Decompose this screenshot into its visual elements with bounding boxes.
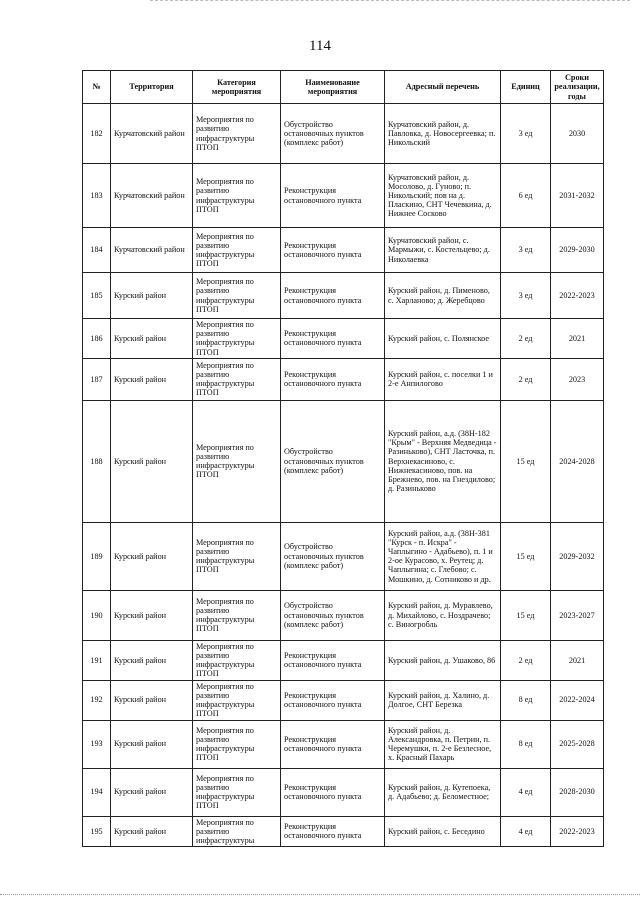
table-row — [83, 590, 604, 640]
cell-address: Курский район, д. Ушаково, 86 — [385, 640, 501, 680]
cell-address: Курчатовский район, д. Мосолово, д. Гуново; п. Никольский; пов на д. Пласкино, СНТ Чечевкина, д. Нижнее Сосково — [385, 164, 501, 228]
cell-unit: 4 ед — [501, 816, 551, 847]
cell-category: Мероприятия по развитию инфраструктуры ПТОП — [193, 680, 281, 720]
cell-name: Обустройство остановочных пунктов (комплекс работ) — [281, 590, 385, 640]
cell-term: 2031-2032 — [551, 164, 604, 228]
table-row — [83, 358, 604, 400]
cell-address: Курский район, с. поселки 1 и 2-е Анпилогово — [385, 358, 501, 400]
cell-num: 194 — [83, 768, 111, 816]
cell-address: Курский район, д. Пименово, с. Харланово; д. Жеребцово — [385, 273, 501, 319]
cell-term: 2024-2028 — [551, 400, 604, 522]
cell-category: Мероприятия по развитию инфраструктуры ПТОП — [193, 358, 281, 400]
cell-unit: 15 ед — [501, 400, 551, 522]
cell-category: Мероприятия по развитию инфраструктуры ПТОП — [193, 640, 281, 680]
cell-term: 2029-2032 — [551, 522, 604, 590]
cell-category: Мероприятия по развитию инфраструктуры ПТОП — [193, 228, 281, 273]
cell-unit: 8 ед — [501, 680, 551, 720]
cell-address: Курский район, д. Кутепоека, д. Адабьево; д. Беломестное; — [385, 768, 501, 816]
table-row — [83, 228, 604, 273]
cell-name: Реконструкция остановочного пункта — [281, 358, 385, 400]
cell-territory: Курчатовский район — [111, 104, 193, 164]
cell-num: 186 — [83, 319, 111, 359]
cell-num: 189 — [83, 522, 111, 590]
cell-num: 192 — [83, 680, 111, 720]
cell-territory: Курчатовский район — [111, 164, 193, 228]
cell-num: 183 — [83, 164, 111, 228]
table-row — [83, 164, 604, 228]
table-row — [83, 273, 604, 319]
table-row — [83, 522, 604, 590]
cell-address: Курский район, с. Беседино — [385, 816, 501, 847]
cell-term: 2022-2023 — [551, 816, 604, 847]
cell-category: Мероприятия по развитию инфраструктуры ПТОП — [193, 768, 281, 816]
cell-term: 2022-2024 — [551, 680, 604, 720]
cell-unit: 6 ед — [501, 164, 551, 228]
header-term: Сроки реализации, годы — [551, 71, 604, 104]
header-num: № — [83, 71, 111, 104]
cell-num: 188 — [83, 400, 111, 522]
cell-territory: Курский район — [111, 768, 193, 816]
cell-address: Курчатовский район, д. Павловка, д. Новосергеевка; п. Никольский — [385, 104, 501, 164]
cell-category: Мероприятия по развитию инфраструктуры ПТОП — [193, 400, 281, 522]
cell-address: Курский район, а.д. (38Н-381 "Курск - п. Искра" - Чаплыгино - Адабьево), п. 1 и 2-ое Курасово, х. Реутец; д. Чаплыгина; с. Глебово; с. Мошкино, д. Сотниково и др. — [385, 522, 501, 590]
cell-name: Реконструкция остановочного пункта — [281, 816, 385, 847]
header-territory: Территория — [111, 71, 193, 104]
cell-num: 195 — [83, 816, 111, 847]
cell-unit: 2 ед — [501, 319, 551, 359]
cell-name: Реконструкция остановочного пункта — [281, 680, 385, 720]
cell-category: Мероприятия по развитию инфраструктуры ПТОП — [193, 273, 281, 319]
cell-address: Курский район, а.д. (38Н-182 "Крым" - Верхняя Медведица - Разиньково), СНТ Ласточка, п. Верхнекасиново, с. Нижнекасиново, пов. на Брежнево, пов. на Гнездилово; д. Разиньково — [385, 400, 501, 522]
cell-unit: 3 ед — [501, 104, 551, 164]
cell-term: 2022-2023 — [551, 273, 604, 319]
header-name: Наименование мероприятия — [281, 71, 385, 104]
table-row — [83, 768, 604, 816]
cell-term: 2023-2027 — [551, 590, 604, 640]
cell-num: 193 — [83, 720, 111, 768]
cell-category: Мероприятия по развитию инфраструктуры ПТОП — [193, 164, 281, 228]
cell-address: Курский район, д. Халино, д. Долгое, СНТ Березка — [385, 680, 501, 720]
cell-category: Мероприятия по развитию инфраструктуры ПТОП — [193, 522, 281, 590]
cell-name: Обустройство остановочных пунктов (комплекс работ) — [281, 522, 385, 590]
table-row — [83, 720, 604, 768]
measures-table — [82, 70, 604, 847]
cell-territory: Курский район — [111, 522, 193, 590]
cell-term: 2025-2028 — [551, 720, 604, 768]
cell-name: Реконструкция остановочного пункта — [281, 164, 385, 228]
table-row — [83, 640, 604, 680]
cell-territory: Курчатовский район — [111, 228, 193, 273]
cell-name: Обустройство остановочных пунктов (комплекс работ) — [281, 400, 385, 522]
header-category: Категория мероприятия — [193, 71, 281, 104]
header-address: Адресный перечень — [385, 71, 501, 104]
cell-territory: Курский район — [111, 590, 193, 640]
cell-unit: 15 ед — [501, 590, 551, 640]
cell-term: 2021 — [551, 319, 604, 359]
cell-category: Мероприятия по развитию инфраструктуры — [193, 816, 281, 847]
cell-num: 190 — [83, 590, 111, 640]
cell-unit: 8 ед — [501, 720, 551, 768]
cell-address: Курчатовский район, с. Мармыжи, с. Костельцево; д. Николаевка — [385, 228, 501, 273]
cell-term: 2028-2030 — [551, 768, 604, 816]
cell-name: Реконструкция остановочного пункта — [281, 720, 385, 768]
table-row — [83, 319, 604, 359]
cell-territory: Курский район — [111, 720, 193, 768]
scan-bottom-edge — [0, 894, 640, 897]
cell-address: Курский район, д. Александровка, п. Петрин, п. Черемушки, п. 2-е Безлесное, х. Красный Пахарь — [385, 720, 501, 768]
cell-category: Мероприятия по развитию инфраструктуры ПТОП — [193, 319, 281, 359]
cell-address: Курский район, д. Муравлево, д. Михайлово, с. Ноздрачево; с. Виногробль — [385, 590, 501, 640]
cell-territory: Курский район — [111, 640, 193, 680]
cell-unit: 2 ед — [501, 640, 551, 680]
cell-term: 2029-2030 — [551, 228, 604, 273]
cell-num: 185 — [83, 273, 111, 319]
cell-category: Мероприятия по развитию инфраструктуры ПТОП — [193, 720, 281, 768]
cell-num: 187 — [83, 358, 111, 400]
page-number: 114 — [309, 38, 331, 54]
cell-territory: Курский район — [111, 680, 193, 720]
cell-territory: Курский район — [111, 273, 193, 319]
cell-unit: 15 ед — [501, 522, 551, 590]
table-row — [83, 816, 604, 847]
cell-territory: Курский район — [111, 319, 193, 359]
cell-territory: Курский район — [111, 358, 193, 400]
cell-name: Обустройство остановочных пунктов (комплекс работ) — [281, 104, 385, 164]
cell-name: Реконструкция остановочного пункта — [281, 640, 385, 680]
cell-name: Реконструкция остановочного пункта — [281, 228, 385, 273]
cell-num: 191 — [83, 640, 111, 680]
cell-name: Реконструкция остановочного пункта — [281, 768, 385, 816]
cell-unit: 4 ед — [501, 768, 551, 816]
cell-territory: Курский район — [111, 816, 193, 847]
header-unit: Единиц — [501, 71, 551, 104]
cell-num: 184 — [83, 228, 111, 273]
cell-term: 2030 — [551, 104, 604, 164]
table-row — [83, 400, 604, 522]
cell-category: Мероприятия по развитию инфраструктуры ПТОП — [193, 104, 281, 164]
cell-term: 2021 — [551, 640, 604, 680]
cell-num: 182 — [83, 104, 111, 164]
cell-unit: 3 ед — [501, 273, 551, 319]
cell-name: Реконструкция остановочного пункта — [281, 273, 385, 319]
cell-unit: 3 ед — [501, 228, 551, 273]
table-body — [83, 104, 604, 847]
cell-address: Курский район, с. Полянское — [385, 319, 501, 359]
table-row — [83, 680, 604, 720]
table-row — [83, 104, 604, 164]
scan-top-edge — [150, 0, 630, 4]
cell-name: Реконструкция остановочного пункта — [281, 319, 385, 359]
cell-unit: 2 ед — [501, 358, 551, 400]
cell-category: Мероприятия по развитию инфраструктуры ПТОП — [193, 590, 281, 640]
table-header-row — [83, 71, 604, 104]
cell-territory: Курский район — [111, 400, 193, 522]
cell-term: 2023 — [551, 358, 604, 400]
